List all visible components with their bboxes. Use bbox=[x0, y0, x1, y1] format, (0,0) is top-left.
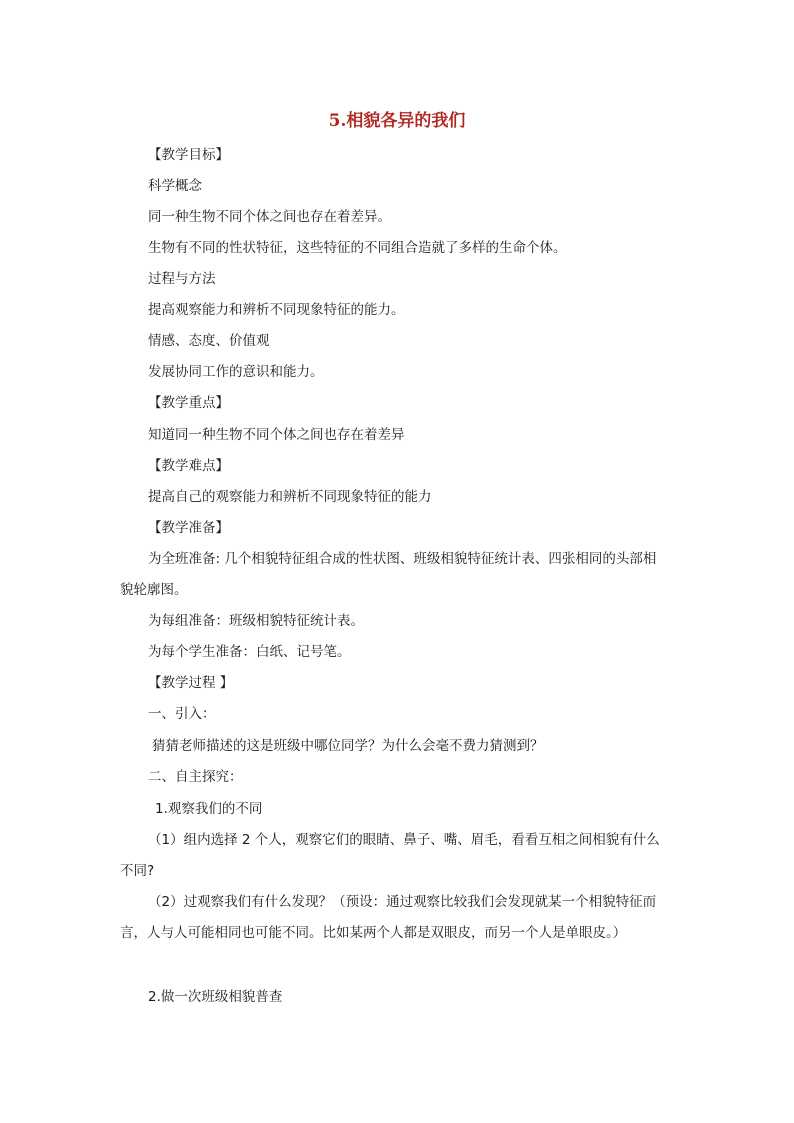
difficulty-line-1: 提高自己的观察能力和辨析不同现象特征的能力 bbox=[148, 489, 432, 505]
concept-heading: 科学概念 bbox=[148, 178, 202, 194]
difficulty-heading: 【教学难点】 bbox=[148, 458, 229, 474]
concept-line-2: 生物有不同的性状特征，这些特征的不同组合造就了多样的生命个体。 bbox=[148, 240, 567, 256]
sub1-item2-line-b: 言，人与人可能相同也可能不同。比如某两个人都是双眼皮，而另一个人是单眼皮。） bbox=[120, 925, 627, 941]
prep-heading: 【教学准备】 bbox=[148, 520, 229, 536]
focus-line-1: 知道同一种生物不同个体之间也存在着差异 bbox=[148, 427, 405, 443]
sub2-heading: 2.做一次班级相貌普查 bbox=[148, 989, 283, 1005]
step2-heading: 二、自主探究： bbox=[148, 769, 243, 785]
prep-class-line-b: 貌轮廓图。 bbox=[120, 582, 188, 598]
concept-line-1: 同一种生物不同个体之间也存在着差异。 bbox=[148, 209, 391, 225]
step1-heading: 一、引入： bbox=[148, 706, 216, 722]
sub1-item1-line-a: （1）组内选择 2 个人，观察它们的眼睛、鼻子、嘴、眉毛，看看互相之间相貌有什么 bbox=[148, 832, 660, 848]
process-heading: 过程与方法 bbox=[148, 271, 216, 287]
prep-group-line: 为每组准备：班级相貌特征统计表。 bbox=[148, 613, 364, 629]
process-line-1: 提高观察能力和辨析不同现象特征的能力。 bbox=[148, 302, 405, 318]
document-title: 5.相貌各异的我们 bbox=[328, 111, 466, 131]
prep-class-line-a: 为全班准备: 几个相貌特征组合成的性状图、班级相貌特征统计表、四张相同的头部相 bbox=[148, 551, 657, 567]
sub1-item1-line-b: 不同? bbox=[120, 863, 155, 879]
sub1-heading: 1.观察我们的不同 bbox=[155, 801, 263, 817]
attitude-heading: 情感、态度、价值观 bbox=[148, 333, 270, 349]
sub1-item2-line-a: （2）过观察我们有什么发现？（预设：通过观察比较我们会发现就某一个相貌特征而 bbox=[148, 894, 657, 910]
focus-heading: 【教学重点】 bbox=[148, 395, 229, 411]
step1-text: 猜猜老师描述的这是班级中哪位同学？为什么会毫不费力猜测到？ bbox=[152, 738, 544, 754]
attitude-line-1: 发展协同工作的意识和能力。 bbox=[148, 364, 324, 380]
goals-heading: 【教学目标】 bbox=[148, 147, 229, 163]
prep-student-line: 为每个学生准备：白纸、记号笔。 bbox=[148, 644, 351, 660]
process-steps-heading: 【教学过程 】 bbox=[148, 675, 234, 691]
